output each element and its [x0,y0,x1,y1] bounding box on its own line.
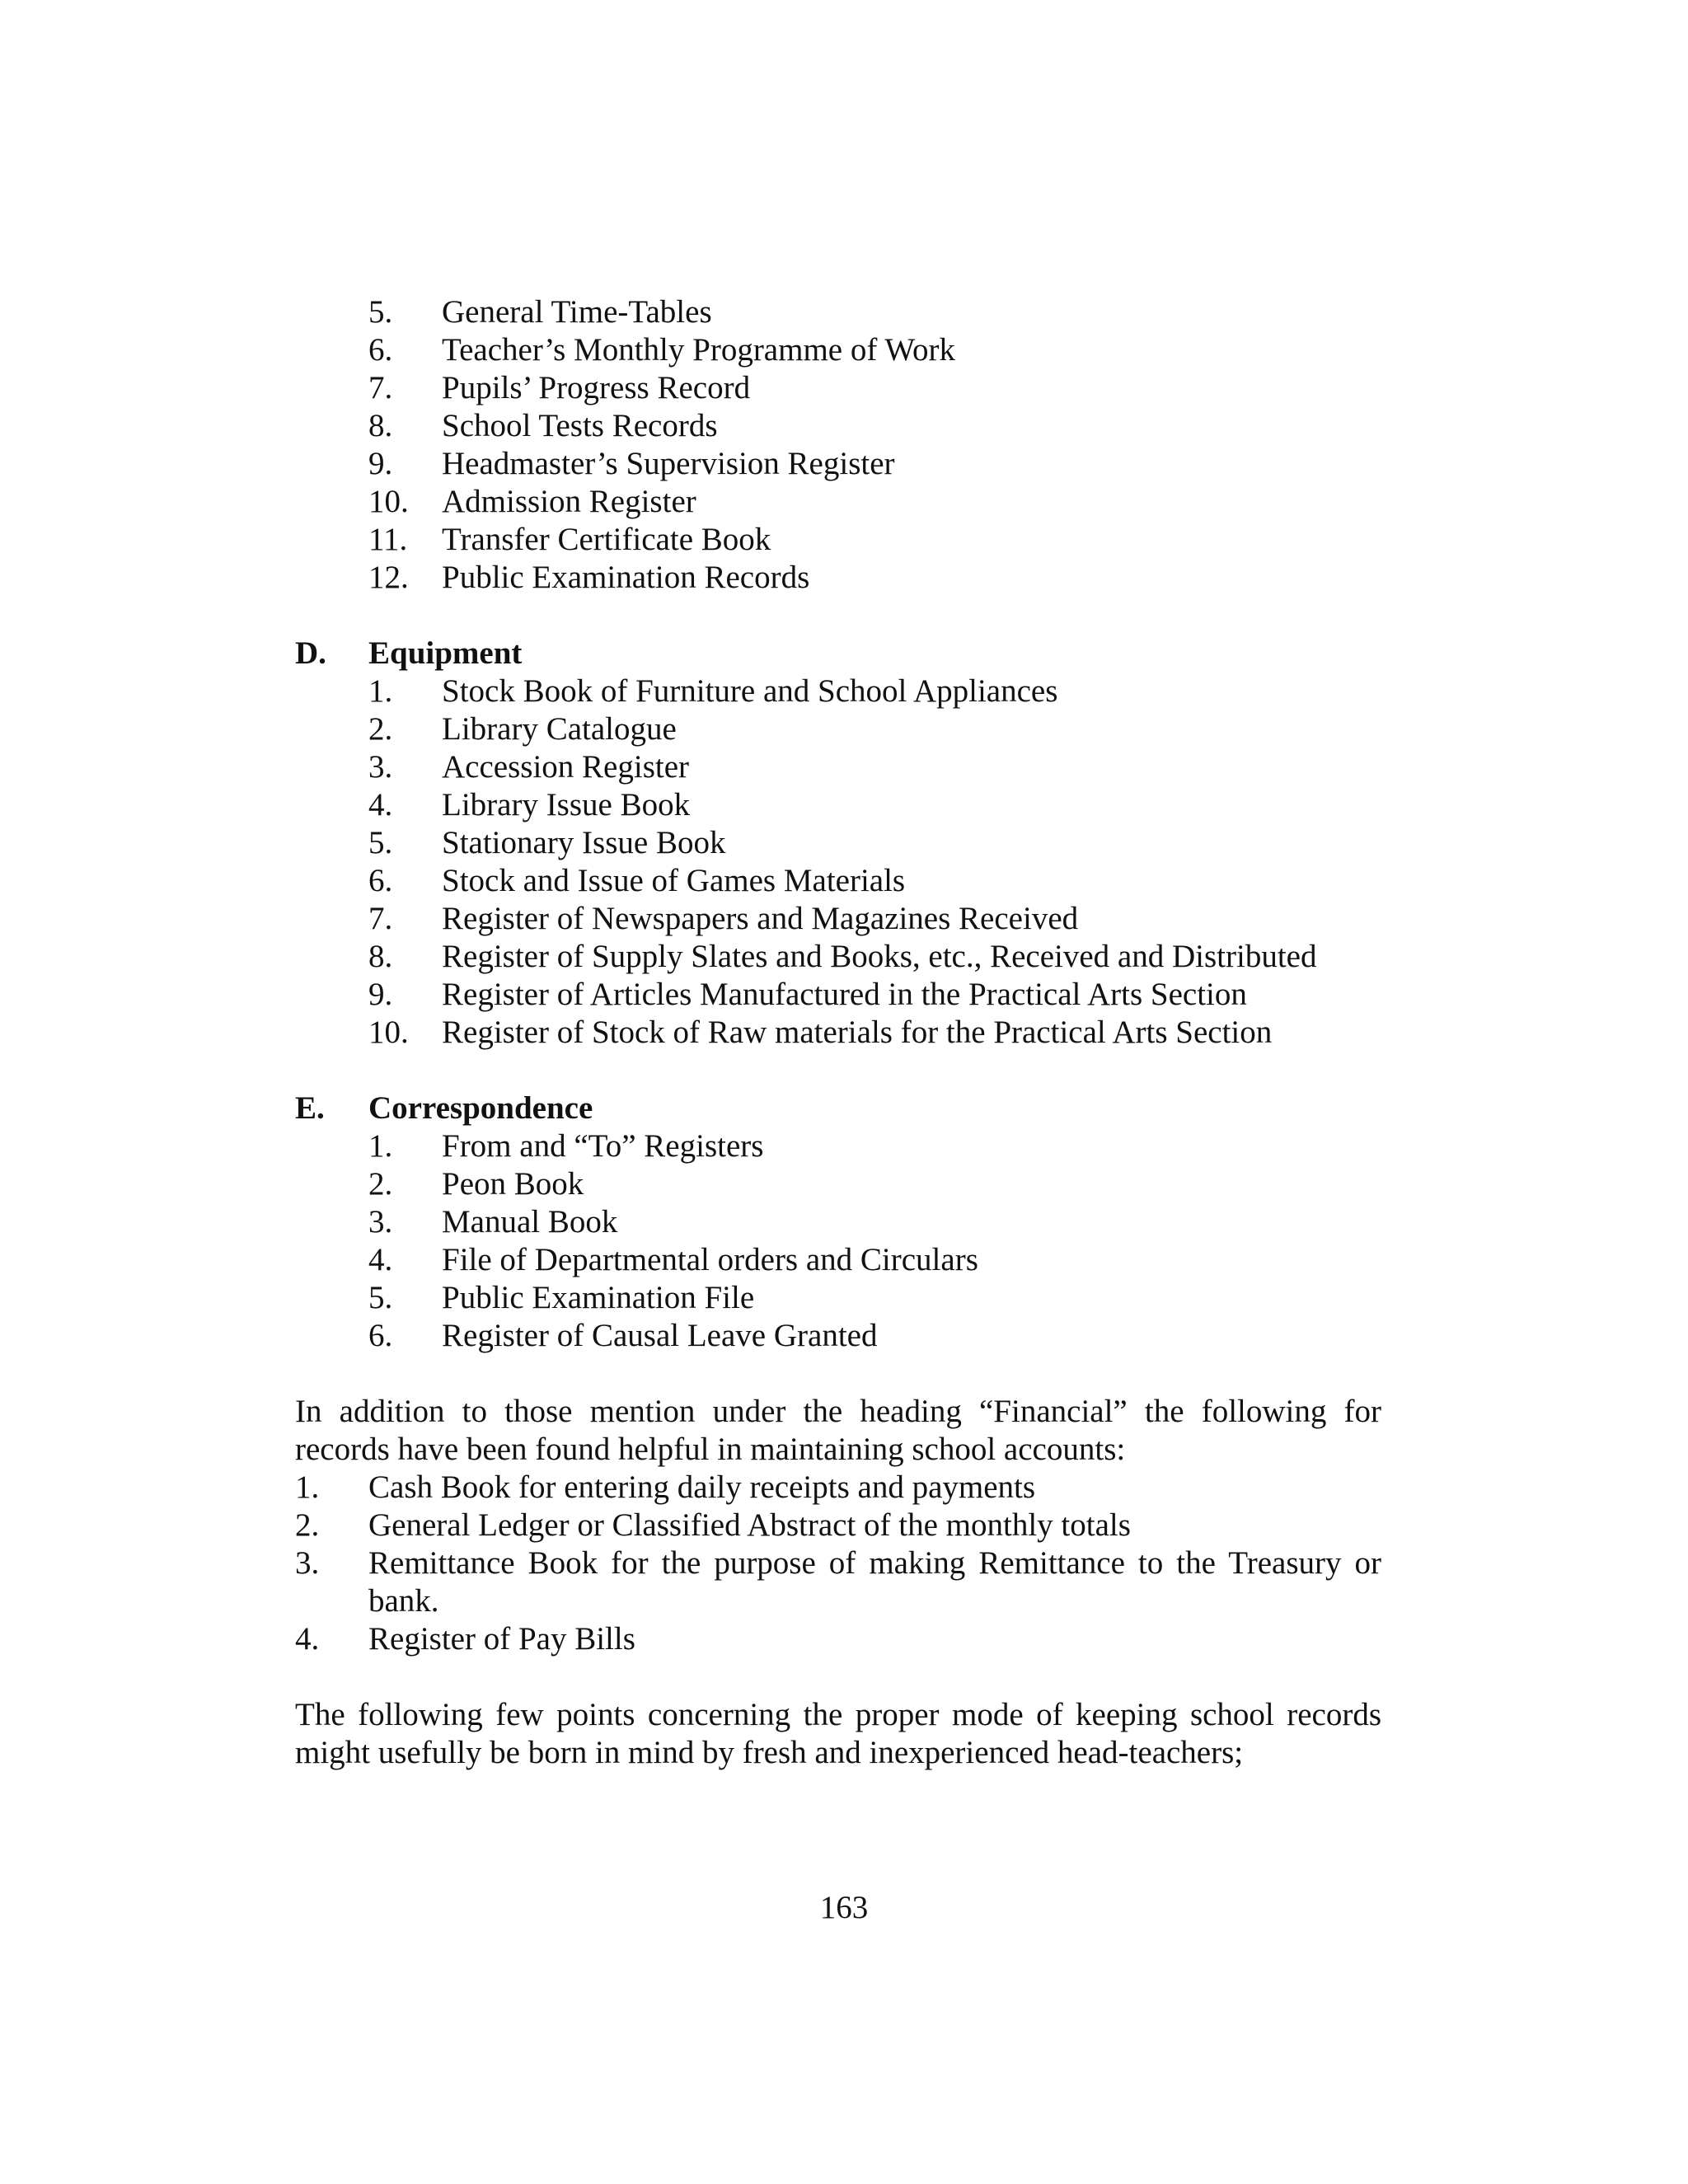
list-item: 5. General Time-Tables [368,294,712,330]
section-letter: D. [295,635,326,671]
list-item: 7. Pupils’ Progress Record [368,370,751,405]
section-title: Correspondence [368,1090,593,1126]
list-item: 1. From and “To” Registers [368,1128,764,1164]
list-item: 6. Teacher’s Monthly Programme of Work [368,332,956,368]
list-item: 3. Accession Register [368,749,690,785]
list-item: 9. Headmaster’s Supervision Register [368,446,895,481]
list-item: 4. Register of Pay Bills [295,1621,635,1657]
list-item: 1. Cash Book for entering daily receipts and payments [295,1469,1036,1505]
list-item-line: bank. [368,1583,439,1619]
paragraph-points [295,1696,1381,1772]
section-heading [0,1090,1688,1127]
list-item: 6. Register of Causal Leave Granted [368,1318,878,1353]
list-item: 8. School Tests Records [368,408,718,443]
list-item: 10. Register of Stock of Raw materials for the Practical Arts Section [368,1015,1273,1050]
list-item: 10. Admission Register [368,484,696,519]
paragraph-line: might usefully be born in mind by fresh and inexperienced head-teachers; [295,1735,1244,1770]
list-item: 2. Peon Book [368,1166,584,1202]
list-item: 8. Register of Supply Slates and Books, etc., Received and Distributed [368,939,1317,974]
accounts-list [0,1469,1688,1658]
list-item: 4. Library Issue Book [368,787,691,823]
section-title: Equipment [368,635,523,671]
paragraph-financial [295,1393,1381,1469]
list-item: 7. Register of Newspapers and Magazines Received [368,901,1079,936]
list-item-line: Remittance Book for the purpose of making Remittance to the Treasury or [368,1545,1381,1581]
list-item: 2. General Ledger or Classified Abstract of the monthly totals [295,1507,1131,1543]
list-item: 12. Public Examination Records [368,560,810,595]
list-item: 2. Library Catalogue [368,711,677,747]
list-item: 3. Remittance Book for the purpose of making Remittance to the Treasury or bank. [295,1545,1381,1619]
section-heading [0,635,1688,673]
page-number: 163 [819,1890,869,1925]
records-list-continued [0,293,1688,597]
paragraph-line: The following few points concerning the proper mode of keeping school records [295,1697,1381,1732]
list-item: 3. Manual Book [368,1204,618,1240]
section-correspondence [0,1090,1688,1355]
paragraph-line: In addition to those mention under the heading “Financial” the following for [295,1394,1381,1429]
list-item: 6. Stock and Issue of Games Materials [368,863,906,898]
list-item: 5. Stationary Issue Book [368,825,726,860]
list-item: 1. Stock Book of Furniture and School Appliances [368,673,1058,709]
list-item: 9. Register of Articles Manufactured in the Practical Arts Section [368,977,1247,1012]
paragraph-line: records have been found helpful in maintaining school accounts: [295,1432,1126,1467]
list-item: 5. Public Examination File [368,1280,755,1315]
section-equipment [0,635,1688,1052]
list-item: 11. Transfer Certificate Book [368,522,771,557]
list-item: 4. File of Departmental orders and Circulars [368,1242,978,1277]
section-letter: E. [295,1090,325,1126]
